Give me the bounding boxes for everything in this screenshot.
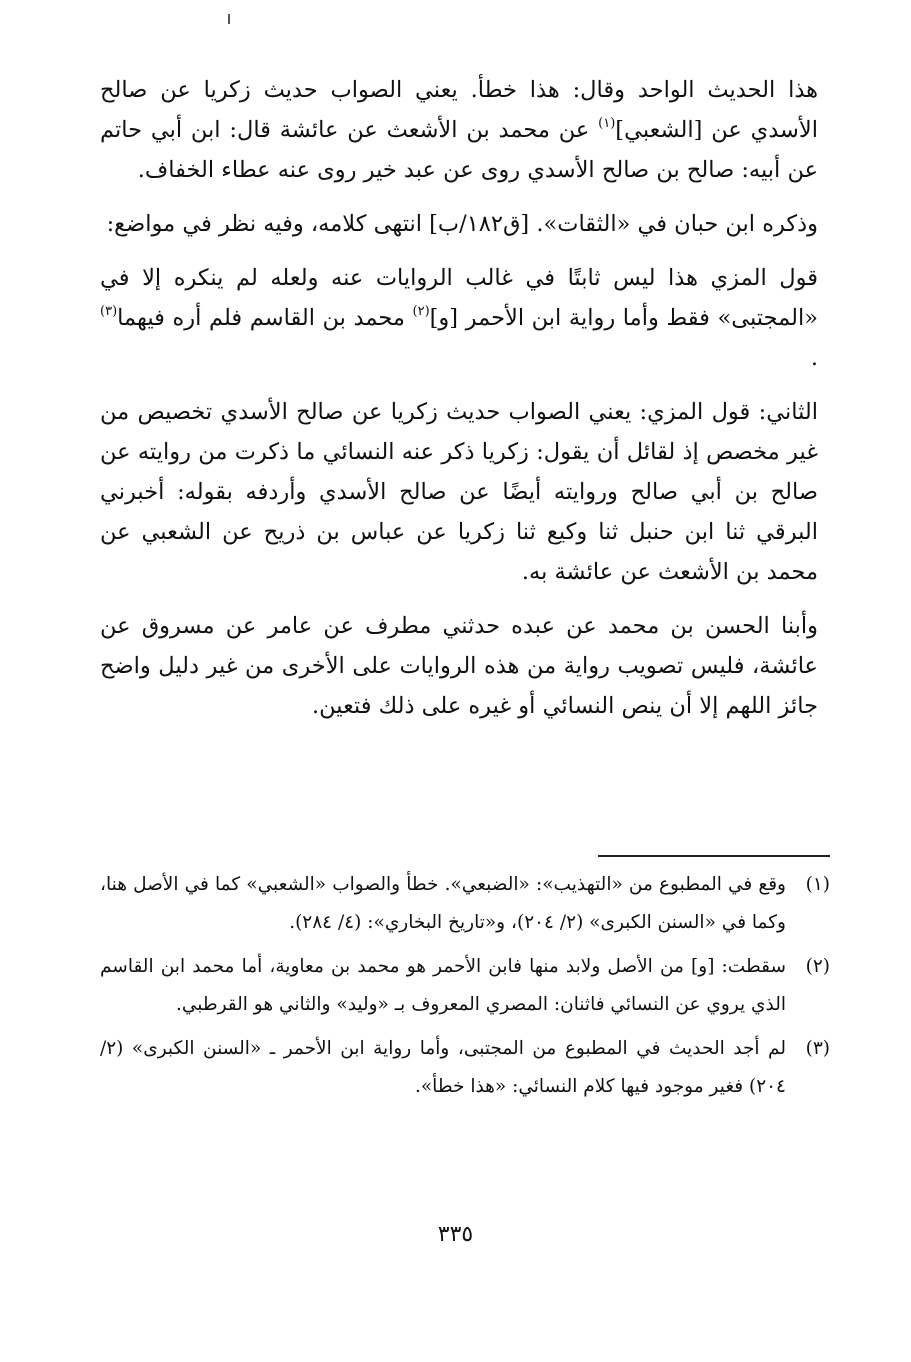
footnote-ref-3: (٣) — [100, 303, 118, 319]
main-text — [100, 70, 818, 735]
paragraph-5: وأبنا الحسن بن محمد عن عبده حدثني مطرف عن عامر عن مسروق عن عائشة، فليس تصويب رواية من هذه الروايات على الأخرى من غير دليل واضح جائز اللهم إلا أن ينص النسائي أو غيره على ذلك فتعين. — [100, 613, 818, 719]
paragraph-4: الثاني: قول المزي: يعني الصواب حديث زكريا عن صالح الأسدي تخصيص من غير مخصص إذ لقائل أن يقول: زكريا ذكر عنه النسائي ما ذكرت من روايته عن صالح بن أبي صالح وروايته أيضًا عن صالح الأسدي وأردفه بقوله: أخبرني البرقي ثنا ابن حنبل ثنا وكيع ثنا زكريا عن عباس بن ذريح عن الشعبي عن محمد بن الأشعث عن عائشة به. — [100, 399, 818, 585]
footnote-number: (٢) — [805, 956, 830, 977]
paragraph-1-text-a: هذا الحديث الواحد وقال: هذا خطأ. يعني الصواب حديث زكريا عن صالح الأسدي عن [الشعبي] — [100, 77, 818, 143]
paragraph-3-text-c: . — [810, 345, 818, 371]
footnote-number: (٣) — [805, 1038, 830, 1059]
scan-mark — [228, 14, 230, 24]
paragraph-3-text-a: قول المزي هذا ليس ثابتًا في غالب الروايات عنه ولعله لم ينكره إلا في «المجتبى» فقط وأما رواية ابن الأحمر [و] — [100, 265, 818, 331]
footnote-ref-1: (١) — [598, 115, 616, 131]
page-number: ٣٣٥ — [437, 1222, 474, 1247]
paragraph-3 — [100, 258, 818, 378]
footnotes — [100, 866, 830, 1112]
footnote-ref-2: (٢) — [412, 303, 430, 319]
footnote-divider — [598, 855, 830, 857]
paragraph-3-text-b: محمد بن القاسم فلم أره فيهما — [117, 305, 413, 331]
footnote-text: لم أجد الحديث في المطبوع من المجتبى، وأما رواية ابن الأحمر ـ «السنن الكبرى» (٢/ ٢٠٤) فغير موجود فيها كلام النسائي: «هذا خطأ». — [100, 1038, 786, 1097]
footnote-3 — [100, 1030, 830, 1106]
footnote-number: (١) — [805, 874, 830, 895]
footnote-1 — [100, 866, 830, 942]
paragraph-2: وذكره ابن حبان في «الثقات». [ق١٨٢/ب] انتهى كلامه، وفيه نظر في مواضع: — [106, 211, 818, 237]
footnote-text: وقع في المطبوع من «التهذيب»: «الضبعي». خطأ والصواب «الشعبي» كما في الأصل هنا، وكما في «السنن الكبرى» (٢/ ٢٠٤)، و«تاريخ البخاري»: (٤/ ٢٨٤). — [100, 874, 786, 933]
paragraph-1 — [100, 70, 818, 190]
footnote-text: سقطت: [و] من الأصل ولابد منها فابن الأحمر هو محمد بن معاوية، أما محمد ابن القاسم الذي يروي عن النسائي فاثنان: المصري المعروف بـ «وليد» والثاني هو القرطبي. — [100, 956, 786, 1015]
paragraph-1-text-b: عن محمد بن الأشعث عن عائشة قال: ابن أبي حاتم عن أبيه: صالح بن صالح الأسدي روى عن عبد خير روى عنه عطاء الخفاف. — [100, 117, 818, 183]
footnote-2 — [100, 948, 830, 1024]
